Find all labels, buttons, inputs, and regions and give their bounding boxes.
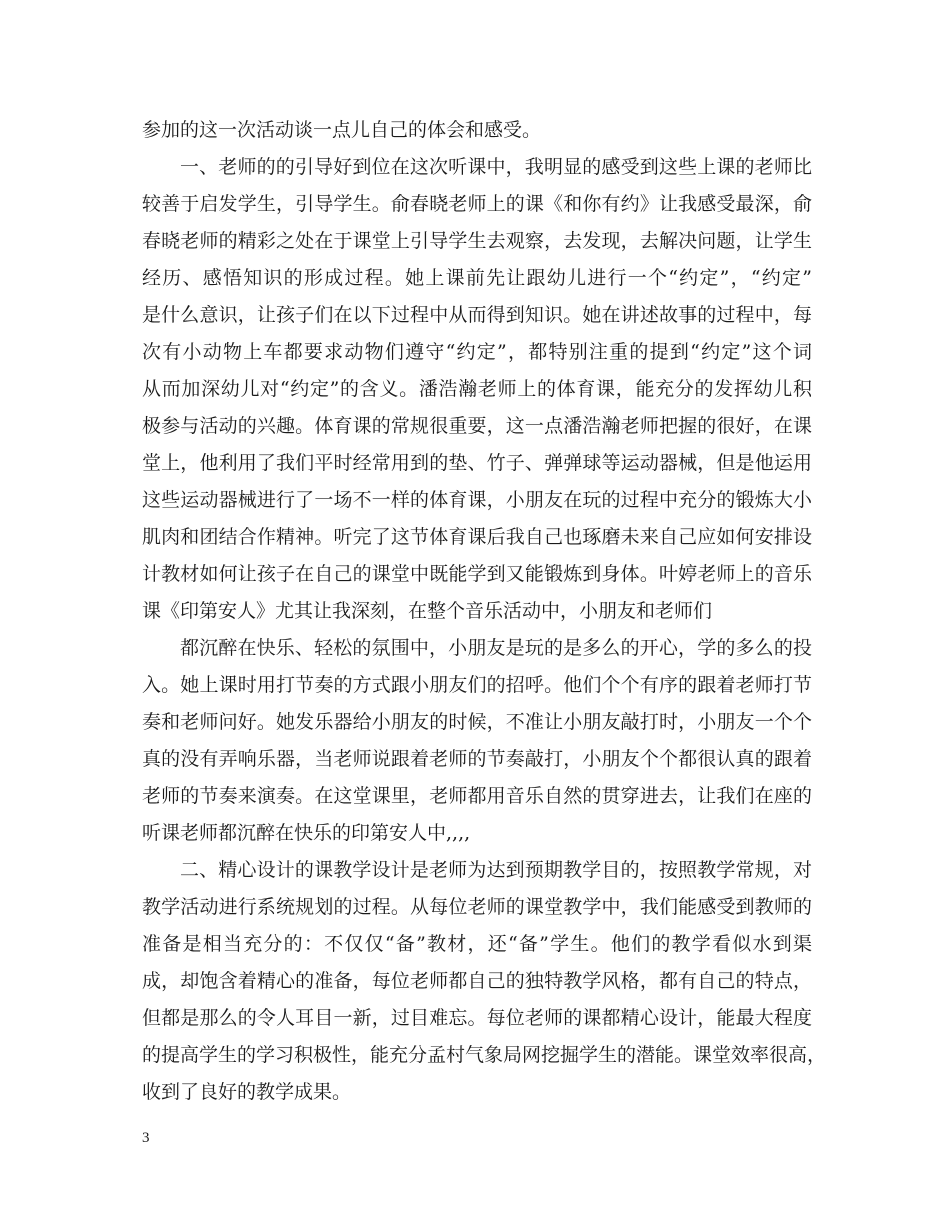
text-line: 较善于启发学生，引导学生。俞春晓老师上的课《和你有约》让我感受最深，俞 xyxy=(142,193,812,215)
text-line: 经历、感悟知识的形成过程。她上课前先让跟幼儿进行一个“约定”，“约定” xyxy=(142,267,812,289)
text-line: 春晓老师的精彩之处在于课堂上引导学生去观察，去发现，去解决问题，让学生 xyxy=(142,230,812,252)
text-line: 极参与活动的兴趣。体育课的常规很重要，这一点潘浩瀚老师把握的很好，在课 xyxy=(142,415,812,437)
text-line: 的提高学生的学习积极性，能充分孟村气象局网挖掘学生的潜能。课堂效率很高， xyxy=(142,1044,827,1066)
text-line: 参加的这一次活动谈一点儿自己的体会和感受。 xyxy=(142,119,542,141)
text-line: 真的没有弄响乐器，当老师说跟着老师的节奏敲打，小朋友个个都很认真的跟着 xyxy=(142,748,812,770)
text-line: 入。她上课时用打节奏的方式跟小朋友们的招呼。他们个个有序的跟着老师打节 xyxy=(142,674,812,696)
text-line: 二、精心设计的课教学设计是老师为达到预期教学目的，按照教学常规，对 xyxy=(180,859,812,881)
text-line: 都沉醉在快乐、轻松的氛围中，小朋友是玩的是多么的开心，学的多么的投 xyxy=(180,637,812,659)
text-line: 一、老师的的引导好到位在这次听课中，我明显的感受到这些上课的老师比 xyxy=(180,156,812,178)
text-line: 计教材如何让孩子在自己的课堂中既能学到又能锻炼到身体。叶婷老师上的音乐 xyxy=(142,563,812,585)
text-line: 收到了良好的教学成果。 xyxy=(142,1081,352,1103)
text-line: 成，却饱含着精心的准备，每位老师都自己的独特教学风格，都有自己的特点， xyxy=(142,970,812,992)
text-line: 准备是相当充分的：不仅仅“备”教材，还“备”学生。他们的教学看似水到渠 xyxy=(142,933,812,955)
text-line: 这些运动器械进行了一场不一样的体育课，小朋友在玩的过程中充分的锻炼大小 xyxy=(142,489,812,511)
text-line: 堂上，他利用了我们平时经常用到的垫、竹子、弹弹球等运动器械，但是他运用 xyxy=(142,452,812,474)
text-line: 教学活动进行系统规划的过程。从每位老师的课堂教学中，我们能感受到教师的 xyxy=(142,896,812,918)
text-line: 次有小动物上车都要求动物们遵守“约定”，都特别注重的提到“约定”这个词 xyxy=(142,341,812,363)
text-line: 是什么意识，让孩子们在以下过程中从而得到知识。她在讲述故事的过程中，每 xyxy=(142,304,812,326)
text-line: 课《印第安人》尤其让我深刻，在整个音乐活动中，小朋友和老师们 xyxy=(142,600,713,622)
text-line: 听课老师都沉醉在快乐的印第安人中,,,, xyxy=(142,822,471,844)
text-line: 肌肉和团结合作精神。听完了这节体育课后我自己也琢磨未来自己应如何安排设 xyxy=(142,526,812,548)
text-line: 从而加深幼儿对“约定”的含义。潘浩瀚老师上的体育课，能充分的发挥幼儿积 xyxy=(142,378,812,400)
text-line: 奏和老师问好。她发乐器给小朋友的时候，不准让小朋友敲打时，小朋友一个个 xyxy=(142,711,812,733)
text-line: 老师的节奏来演奏。在这堂课里，老师都用音乐自然的贯穿进去，让我们在座的 xyxy=(142,785,812,807)
page-number: 3 xyxy=(142,1130,150,1146)
text-line: 但都是那么的令人耳目一新，过目难忘。每位老师的课都精心设计，能最大程度 xyxy=(142,1007,812,1029)
